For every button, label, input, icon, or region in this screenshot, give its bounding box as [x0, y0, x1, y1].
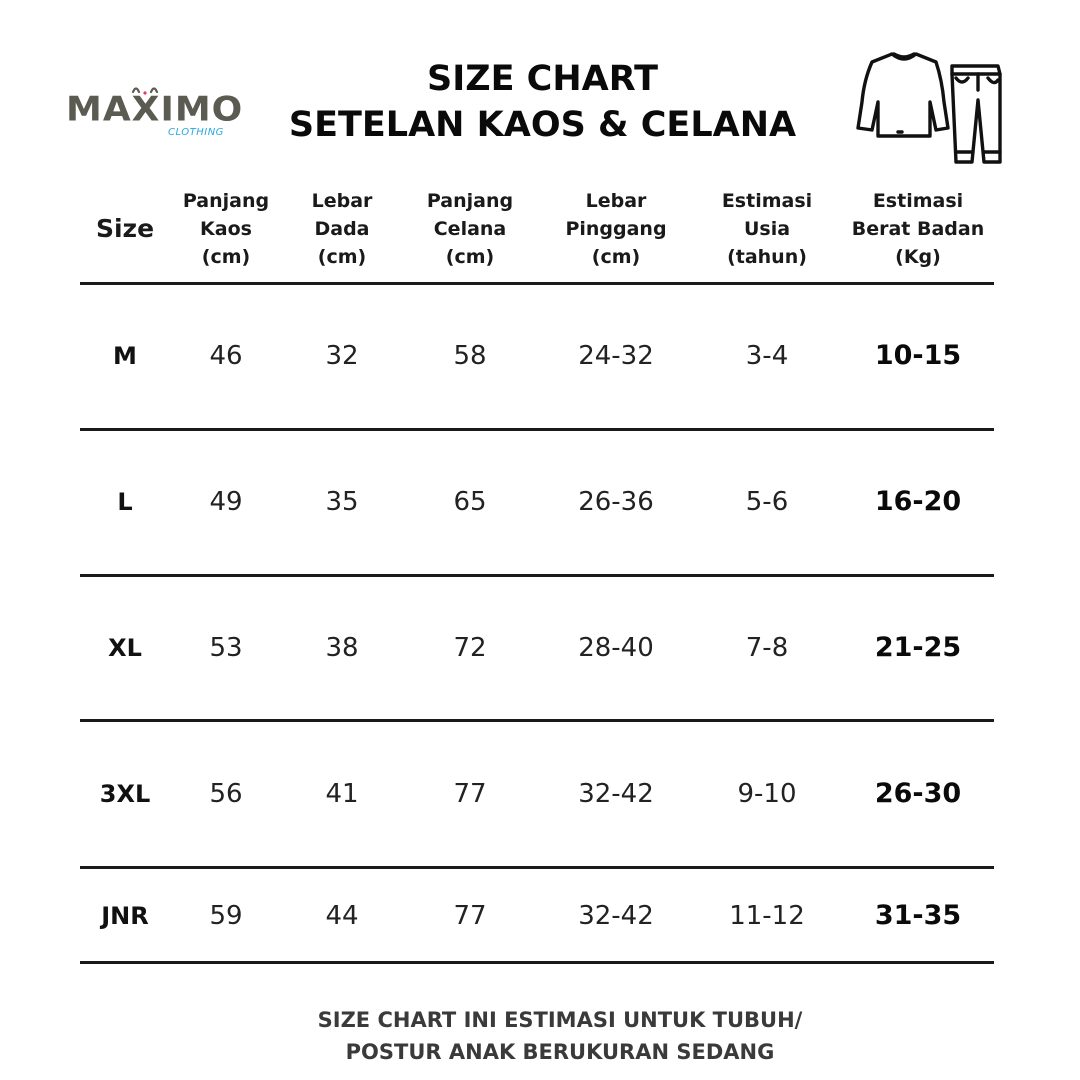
cell-lebar-pinggang: 28-40	[578, 633, 654, 663]
header-estimasi-berat: Estimasi Berat Badan (Kg)	[851, 190, 985, 268]
cell-panjang-kaos: 46	[209, 341, 243, 371]
table-divider	[80, 866, 994, 869]
cell-panjang-celana: 65	[453, 487, 487, 517]
page-title: SIZE CHART	[426, 59, 659, 99]
cell-size: XL	[108, 634, 142, 662]
table-divider	[80, 428, 994, 431]
cell-lebar-pinggang: 26-36	[578, 487, 654, 517]
cell-size: 3XL	[99, 780, 151, 808]
header-panjang-kaos: Panjang Kaos (cm)	[182, 190, 270, 268]
cell-panjang-celana: 72	[453, 633, 487, 663]
cell-lebar-dada: 35	[325, 487, 359, 517]
cell-panjang-celana: 58	[453, 341, 487, 371]
table-divider	[80, 961, 994, 964]
cell-estimasi-usia: 9-10	[737, 779, 797, 809]
cell-lebar-pinggang: 32-42	[578, 779, 654, 809]
cell-lebar-dada: 38	[325, 633, 359, 663]
cell-lebar-pinggang: 24-32	[578, 341, 654, 371]
shirt-and-pants-icon	[850, 50, 1006, 170]
header-lebar-dada: Lebar Dada (cm)	[311, 190, 373, 268]
cell-estimasi-berat: 16-20	[874, 486, 962, 517]
cell-size: JNR	[101, 902, 149, 930]
page-subtitle: SETELAN KAOS & CELANA	[288, 105, 797, 145]
cell-estimasi-berat: 21-25	[874, 632, 962, 663]
cell-panjang-kaos: 59	[209, 901, 243, 931]
cell-estimasi-berat: 31-35	[874, 900, 962, 931]
cell-estimasi-berat: 26-30	[874, 778, 962, 809]
cell-estimasi-usia: 3-4	[745, 341, 789, 371]
footnote-line-1: SIZE CHART INI ESTIMASI UNTUK TUBUH/	[317, 1008, 803, 1032]
cell-lebar-dada: 44	[325, 901, 359, 931]
cell-panjang-kaos: 56	[209, 779, 243, 809]
cell-lebar-pinggang: 32-42	[578, 901, 654, 931]
cell-size: L	[117, 488, 133, 516]
cell-size: M	[113, 342, 137, 370]
header-lebar-pinggang: Lebar Pinggang (cm)	[565, 190, 667, 268]
cell-panjang-kaos: 49	[209, 487, 243, 517]
header-size: Size	[95, 214, 155, 243]
cell-panjang-kaos: 53	[209, 633, 243, 663]
brand-name: MAXIMO	[66, 90, 244, 129]
table-divider	[80, 574, 994, 577]
table-divider	[80, 719, 994, 722]
cell-panjang-celana: 77	[453, 901, 487, 931]
cell-estimasi-usia: 5-6	[745, 487, 789, 517]
cell-panjang-celana: 77	[453, 779, 487, 809]
brand-subtitle: CLOTHING	[168, 127, 224, 138]
table-divider	[80, 282, 994, 285]
footnote-line-2: POSTUR ANAK BERUKURAN SEDANG	[345, 1040, 775, 1064]
cell-estimasi-usia: 7-8	[745, 633, 789, 663]
header-panjang-celana: Panjang Celana (cm)	[426, 190, 514, 268]
cell-estimasi-berat: 10-15	[874, 340, 962, 371]
cell-lebar-dada: 32	[325, 341, 359, 371]
brand-logo	[64, 82, 244, 144]
cell-estimasi-usia: 11-12	[729, 901, 805, 931]
cell-lebar-dada: 41	[325, 779, 359, 809]
header-estimasi-usia: Estimasi Usia (tahun)	[721, 190, 813, 268]
